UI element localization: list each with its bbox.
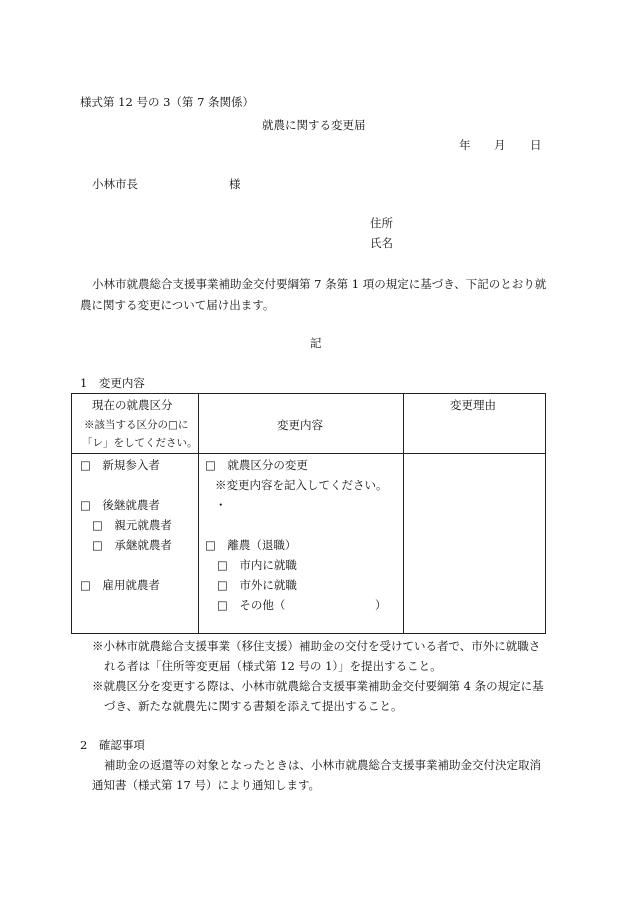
col3-header: 変更理由 — [450, 398, 496, 412]
name-label: 氏名 — [370, 236, 393, 250]
note2-line1: ※就農区分を変更する際は、小林市就農総合支援事業補助金交付要綱第 4 条の規定に基 — [92, 679, 544, 693]
other-close-paren: ） — [375, 598, 387, 612]
checkbox-successor-inherit[interactable]: □ 承継就農者 — [92, 538, 172, 552]
checkbox-successor-parent[interactable]: □ 親元就農者 — [92, 518, 172, 532]
change-reason-cell[interactable] — [404, 454, 546, 634]
section1-heading: 1 変更内容 — [80, 376, 145, 390]
col1-note-line1: ※該当する区分の□に — [84, 419, 189, 431]
checkbox-other[interactable]: □ その他（ — [217, 598, 286, 612]
section2-heading: 2 確認事項 — [80, 738, 145, 752]
change-content-table — [71, 393, 546, 634]
address-label: 住所 — [370, 216, 393, 230]
current-category-cell — [72, 454, 199, 634]
change-note: ※変更内容を記入してください。 — [215, 478, 388, 492]
change-content-cell — [199, 454, 404, 634]
addressee-name: 小林市長 — [92, 177, 138, 191]
date-year: 年 — [459, 138, 471, 152]
checkbox-change-category[interactable]: □ 就農区分の変更 — [205, 458, 308, 472]
checkbox-new-entrant[interactable]: □ 新規参入者 — [80, 458, 160, 472]
note2-line2: づき、新たな就農先に関する書類を添えて提出すること。 — [104, 699, 403, 713]
date-day: 日 — [530, 138, 542, 152]
body-text-line1: 小林市就農総合支援事業補助金交付要綱第 7 条第 1 項の規定に基づき、下記のとおり就 — [92, 277, 547, 291]
checkbox-leave[interactable]: □ 離農（退職） — [205, 538, 297, 552]
body-text-line2: 農に関する変更について届け出ます。 — [80, 298, 275, 312]
change-bullet: ・ — [215, 498, 227, 512]
checkbox-out-city[interactable]: □ 市外に就職 — [217, 578, 297, 592]
page-title: 就農に関する変更届 — [262, 118, 366, 132]
checkbox-successor[interactable]: □ 後継就農者 — [80, 498, 160, 512]
table-header-change-reason — [404, 394, 546, 454]
section2-line2: 通知書（様式第 17 号）により通知します。 — [92, 778, 321, 792]
col2-header: 変更内容 — [277, 418, 323, 432]
table-header-current-category — [72, 394, 199, 454]
addressee-honorific: 様 — [229, 177, 241, 191]
ki-heading: 記 — [310, 336, 322, 350]
checkbox-employed[interactable]: □ 雇用就農者 — [80, 578, 160, 592]
col1-note-line2: 「レ」をしてください。 — [82, 437, 198, 449]
table-header-change-content — [199, 394, 404, 454]
note1-line1: ※小林市就農総合支援事業（移住支援）補助金の交付を受けている者で、市外に就職さ — [92, 639, 541, 653]
col1-header: 現在の就農区分 — [92, 398, 173, 412]
checkbox-in-city[interactable]: □ 市内に就職 — [217, 558, 297, 572]
form-number: 様式第 12 号の 3（第 7 条関係） — [80, 95, 255, 109]
section2-line1: 補助金の返還等の対象となったときは、小林市就農総合支援事業補助金交付決定取消 — [104, 758, 541, 772]
note1-line2: れる者は「住所等変更届（様式第 12 号の 1）」を提出すること。 — [104, 659, 442, 673]
date-month: 月 — [494, 138, 506, 152]
